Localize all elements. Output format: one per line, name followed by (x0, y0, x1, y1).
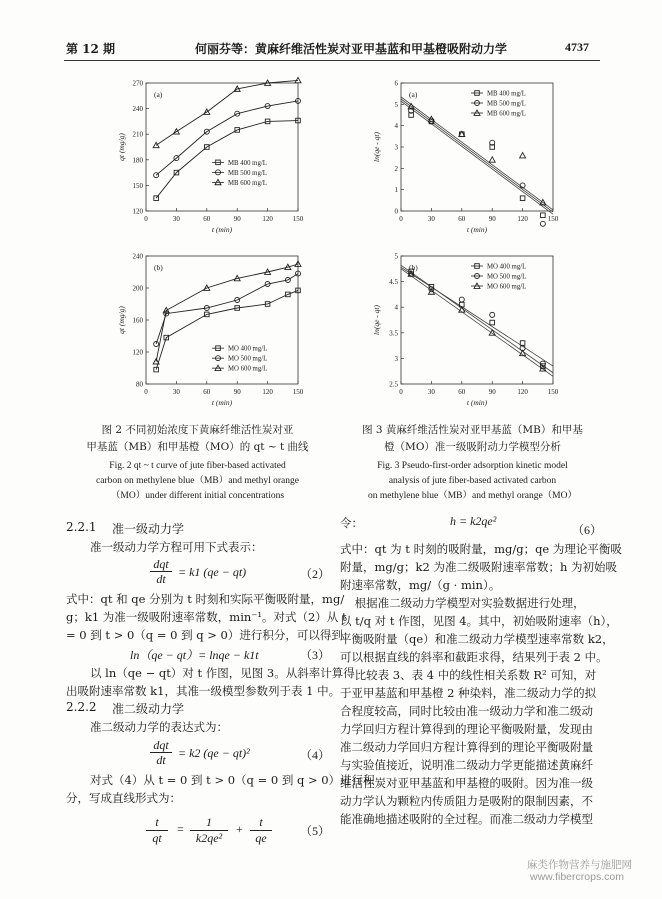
fig3-caption-en-1: Fig. 3 Pseudo-first-order adsorption kinetic model (377, 461, 568, 471)
right-text-line: 于亚甲基蓝和甲基橙 2 种染料，准二级动力学的拟 (340, 686, 597, 700)
legend-label: MO 600 mg/L (487, 283, 527, 291)
x-axis-label: t (min) (211, 225, 233, 234)
eq5-term-c-numerator: t (259, 815, 263, 829)
paragraph-2-line-1: 式中：qt 和 qe 分别为 t 时刻和实际平衡吸附量，mg/ (66, 592, 345, 606)
x-axis-label: t (min) (466, 225, 488, 234)
y-tick-label: 2 (394, 164, 398, 173)
y-tick-label: 5 (394, 100, 398, 109)
x-tick-label: 150 (547, 388, 559, 396)
page-number: 4737 (565, 40, 589, 54)
plot-frame (401, 256, 553, 384)
paragraph-5-line-1: 对式（4）从 t = 0 到 t > 0（q = 0 到 q > 0）进行积 (90, 773, 375, 787)
eq5-term-a-numerator: t (155, 815, 159, 829)
x-tick-label: 90 (488, 388, 496, 396)
data-point (541, 213, 546, 218)
right-text-line: 力学回归方程计算得到的理论平衡吸附量，发现由 (340, 722, 593, 736)
y-tick-label: 1 (394, 186, 398, 195)
x-tick-label: 30 (427, 215, 435, 223)
watermark-url: www.fibercrops.com (530, 871, 624, 883)
section-222-number: 2.2.2 (66, 700, 97, 714)
legend-label: MO 600 mg/L (228, 365, 268, 373)
right-text-line: 附速率常数，mg/（g · min）。 (340, 578, 501, 592)
panel-label: (a) (409, 90, 418, 99)
panel-label: (b) (409, 263, 418, 272)
y-tick-label: 200 (132, 284, 143, 293)
legend-label: MO 500 mg/L (228, 355, 268, 363)
x-tick-label: 150 (292, 388, 304, 396)
legend-label: MB 600 mg/L (487, 110, 526, 118)
right-text-line: 附量，mg/g；k2 为准二级吸附速率常数；h 为初始吸 (340, 560, 618, 574)
x-tick-label: 60 (203, 388, 211, 396)
right-text-line: 合程度较高，同时比较由准一级动力学和准二级动 (340, 704, 593, 718)
data-point (459, 297, 464, 302)
y-tick-label: 3.5 (389, 329, 398, 338)
fit-line (401, 269, 553, 377)
chart-3b (365, 248, 565, 413)
eq4-fraction (150, 738, 172, 767)
fit-line (401, 265, 553, 373)
paragraph-2-line-3: = 0 到 t > 0（q = 0 到 q > 0）进行积分，可以得到： (66, 628, 355, 642)
right-text-line: 能准确地描述吸附的全过程。而准二级动力学模型 (340, 812, 593, 826)
y-tick-label: 6 (394, 79, 398, 88)
y-tick-label: 150 (132, 181, 143, 190)
eq4-numerator: dqt (153, 738, 169, 752)
right-column-text (340, 540, 620, 828)
eq6: h = k2qe² (450, 514, 497, 528)
panel-label: (b) (154, 263, 163, 272)
eq2-denominator: dt (150, 571, 172, 586)
x-tick-label: 0 (144, 215, 148, 223)
eq5-term-a (146, 815, 168, 846)
eq5-term-c-denominator: qe (250, 830, 272, 846)
eq2-fraction (150, 557, 172, 586)
x-tick-label: 150 (547, 215, 559, 223)
data-point (540, 221, 545, 226)
data-point (154, 173, 159, 178)
x-axis-label: t (min) (211, 398, 233, 407)
panel-label: (a) (154, 90, 163, 99)
series-line (156, 274, 298, 344)
fig2-caption-en-3: （MO）under different initial concentrations (110, 491, 285, 501)
eq5-term-c (250, 815, 272, 846)
y-tick-label: 3 (394, 354, 398, 363)
eq5-plus: + (236, 822, 243, 836)
y-tick-label: 120 (132, 207, 143, 216)
eq5-equals: = (177, 822, 184, 836)
x-tick-label: 0 (399, 388, 403, 396)
data-point (520, 341, 525, 346)
right-text-line: 以 t/q 对 t 作图，见图 4。其中，初始吸附速率（h）， (340, 614, 618, 628)
fig3-caption (345, 422, 600, 456)
y-tick-label: 160 (132, 316, 143, 325)
y-tick-label: 2.5 (389, 380, 398, 389)
x-tick-label: 90 (233, 215, 241, 223)
eq5-term-a-denominator: qt (146, 830, 168, 846)
fit-line (401, 97, 553, 210)
eq3-number: （3） (300, 648, 331, 662)
eq4-number: （4） (300, 748, 331, 762)
x-tick-label: 90 (488, 215, 496, 223)
fig2-caption-en-1: Fig. 2 qt ~ t curve of jute fiber-based activated (109, 461, 286, 471)
paragraph-5-line-2: 分，写成直线形式为： (66, 791, 181, 805)
eq2-rhs: = k1 (qe − qt) (178, 565, 247, 579)
legend-label: MO 400 mg/L (487, 263, 527, 271)
paragraph-4: 准二级动力学的表达式为： (90, 720, 228, 734)
data-point (520, 196, 525, 201)
legend-label: MB 400 mg/L (228, 159, 267, 167)
eq5-term-b-denominator: k2qe² (190, 830, 228, 846)
eq2-number: （2） (300, 567, 331, 581)
y-tick-label: 5 (394, 252, 398, 261)
section-221-title: 准一级动力学 (112, 522, 185, 536)
y-tick-label: 4 (394, 303, 398, 312)
issue-number: 第 12 期 (66, 42, 116, 56)
x-tick-label: 120 (517, 215, 528, 223)
data-point (490, 312, 495, 317)
paragraph-1: 准一级动力学方程可用下式表示： (90, 540, 263, 554)
x-tick-label: 120 (262, 388, 273, 396)
paragraph-3-line-1: 以 ln（qe − qt）对 t 作图，见图 3。从斜率计算得 (90, 666, 355, 680)
fit-line (401, 101, 553, 214)
y-axis-label: qt (mg/g) (117, 133, 126, 161)
x-tick-label: 60 (458, 388, 466, 396)
watermark-cn: 麻类作物营养与施肥网 (527, 859, 632, 871)
x-tick-label: 150 (292, 215, 304, 223)
fig3-caption-en-2: analysis of jute fiber-based activated carbon (388, 476, 557, 486)
y-tick-label: 180 (132, 156, 143, 165)
fig2-caption (70, 422, 325, 456)
x-tick-label: 120 (262, 215, 273, 223)
right-text-line: 平衡吸附量（qe）和准二级动力学模型速率常数 k2， (340, 632, 614, 646)
chart-2b (110, 248, 310, 413)
y-tick-label: 3 (394, 143, 398, 152)
y-axis-label: ln(qe - qt) (372, 132, 381, 162)
data-point (489, 330, 495, 335)
eq4-denominator: dt (150, 752, 172, 767)
y-tick-label: 270 (132, 79, 143, 88)
fit-line (401, 99, 553, 212)
y-tick-label: 240 (132, 105, 143, 114)
y-tick-label: 240 (132, 252, 143, 261)
data-point (520, 153, 526, 158)
data-point (490, 320, 495, 325)
eq6-prefix: 令： (340, 516, 363, 530)
x-tick-label: 120 (517, 388, 528, 396)
x-tick-label: 30 (172, 215, 180, 223)
y-tick-label: 80 (136, 380, 143, 389)
data-point (489, 157, 495, 162)
right-text-line: 动力学认为颗粒内传质阻力是吸附的限制因素，不 (340, 794, 593, 808)
y-tick-label: 4 (394, 122, 398, 131)
plot-frame (146, 83, 298, 211)
legend-label: MB 600 mg/L (228, 179, 267, 187)
paragraph-2-line-2: g；k1 为准一级吸附速率常数，min⁻¹。对式（2）从 t (66, 610, 347, 624)
data-point (295, 77, 301, 82)
x-tick-label: 90 (233, 388, 241, 396)
plot-frame (146, 256, 298, 384)
x-tick-label: 60 (203, 215, 211, 223)
x-tick-label: 0 (144, 388, 148, 396)
running-title: 何丽芬等：黄麻纤维活性炭对亚甲基蓝和甲基橙吸附动力学 (195, 42, 508, 56)
y-tick-label: 120 (132, 348, 143, 357)
section-222-title: 准二级动力学 (112, 702, 185, 716)
y-axis-label: ln(qe - qt) (372, 305, 381, 335)
fig2-caption-cn-2: 甲基蓝（MB）和甲基橙（MO）的 qt ~ t 曲线 (86, 441, 309, 453)
x-tick-label: 0 (399, 215, 403, 223)
eq3: ln（qe − qt）= lnqe − k1t (130, 648, 259, 662)
fig2-caption-cn-1: 图 2 不同初始浓度下黄麻纤维活性炭对亚 (101, 424, 294, 436)
eq5-number: （5） (300, 824, 331, 838)
y-tick-label: 0 (394, 207, 398, 216)
eq2-numerator: dqt (153, 557, 169, 571)
paragraph-3-line-2: 出吸附速率常数 k1，其准一级模型参数列于表 1 中。 (66, 684, 341, 698)
eq5-term-b (190, 815, 228, 846)
legend-label: MO 400 mg/L (228, 345, 268, 353)
right-text-line: 准二级动力学回归方程计算得到的理论平衡吸附量 (340, 740, 593, 754)
chart-3a (365, 75, 565, 240)
data-point (154, 342, 159, 347)
x-tick-label: 30 (427, 388, 435, 396)
plot-frame (401, 83, 553, 211)
legend-label: MB 500 mg/L (487, 100, 526, 108)
fig3-caption-cn-2: 橙（MO）准一级吸附动力学模型分析 (384, 441, 561, 453)
legend-label: MB 400 mg/L (487, 90, 526, 98)
right-text-line: 根据准二级动力学模型对实验数据进行处理， (340, 596, 585, 610)
y-axis-label: qt (mg/g) (117, 306, 126, 334)
eq6-number: （6） (572, 523, 603, 537)
right-text-line: 与实验值接近，说明准二级动力学更能描述黄麻纤 (340, 758, 593, 772)
eq4-rhs: = k2 (qe − qt)² (178, 746, 250, 760)
x-tick-label: 60 (458, 215, 466, 223)
fig3-caption-cn-1: 图 3 黄麻纤维活性炭对亚甲基蓝（MB）和甲基 (362, 424, 583, 436)
right-text-line: 维活性炭对亚甲基蓝和甲基橙的吸附。因为准一级 (340, 776, 593, 790)
fig2-caption-en-2: carbon on methylene blue（MB）and methyl orange (96, 476, 299, 486)
right-text-line: 比较表 3、表 4 中的线性相关系数 R² 可知，对 (340, 668, 597, 682)
y-tick-label: 210 (132, 130, 143, 139)
x-tick-label: 30 (172, 388, 180, 396)
fig3-caption-en-3: on methylene blue（MB）and methyl orange（MO） (368, 491, 577, 501)
eq5-term-b-numerator: 1 (206, 815, 212, 829)
x-axis-label: t (min) (466, 398, 488, 407)
fig2-caption-en (70, 459, 325, 504)
legend-label: MB 500 mg/L (228, 169, 267, 177)
fig3-caption-en (345, 459, 600, 504)
header-rule (64, 60, 600, 61)
chart-2a (110, 75, 310, 240)
legend-label: MO 500 mg/L (487, 273, 527, 281)
y-tick-label: 4.5 (389, 278, 398, 287)
right-text-line: 可以根据直线的斜率和截距求得，结果列于表 2 中。 (340, 650, 608, 664)
section-221-number: 2.2.1 (66, 520, 97, 534)
right-text-line: 式中：qt 为 t 时刻的吸附量，mg/g；qe 为理论平衡吸 (340, 542, 622, 556)
